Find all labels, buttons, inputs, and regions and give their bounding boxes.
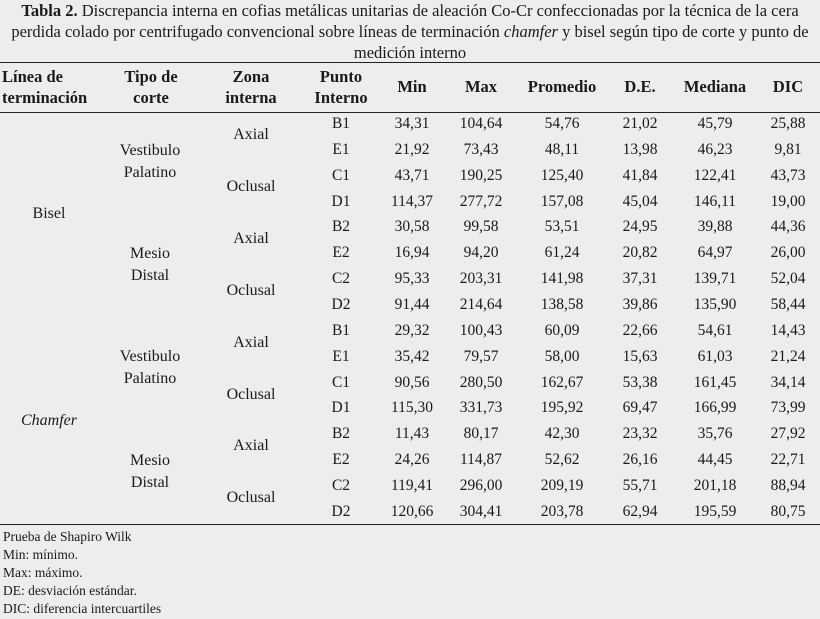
cell-mediana: 139,71 (693, 270, 737, 288)
cell-min: 95,33 (394, 270, 430, 288)
cell-min: 90,56 (394, 373, 430, 391)
header-punto: Punto Interno (314, 67, 368, 107)
cell-punto: B2 (331, 425, 351, 443)
cell-promedio: 125,40 (540, 166, 584, 184)
cell-punto: D2 (331, 502, 351, 520)
caption-label: Tabla 2. (21, 1, 78, 20)
cell-max: 214,64 (459, 296, 503, 313)
cell-de: 23,32 (622, 425, 658, 443)
cell-promedio: 141,98 (540, 270, 584, 288)
cell-dic: 19,00 (770, 192, 806, 210)
cell-promedio: 54,76 (544, 115, 580, 132)
cell-min: 35,42 (394, 347, 430, 365)
header-linea: Línea de terminación (2, 67, 88, 107)
cell-mediana: 39,88 (697, 218, 733, 236)
cell-mediana: 45,79 (697, 115, 733, 132)
table-notes (3, 528, 161, 618)
cell-promedio: 195,92 (540, 399, 584, 417)
cell-de: 24,95 (622, 218, 658, 236)
cell-dic: 26,00 (770, 244, 806, 262)
cell-max: 277,72 (459, 192, 503, 210)
zona-label: Axial (233, 230, 269, 247)
cell-max: 79,57 (463, 347, 499, 365)
header-de: D.E. (624, 77, 656, 96)
cell-mediana: 161,45 (693, 373, 737, 391)
cell-punto: B2 (331, 218, 351, 236)
header-max: Max (464, 77, 498, 96)
cell-de: 37,31 (622, 270, 658, 288)
cell-promedio: 58,00 (544, 347, 580, 365)
cell-punto: E2 (332, 451, 350, 469)
zona-label: Axial (233, 126, 269, 143)
cell-mediana: 195,59 (693, 502, 737, 520)
cell-max: 114,87 (459, 451, 503, 469)
cell-de: 53,38 (622, 373, 658, 391)
cell-promedio: 53,51 (544, 218, 580, 236)
cell-punto: D1 (331, 192, 351, 210)
cell-max: 304,41 (459, 502, 503, 520)
cell-min: 24,26 (394, 451, 430, 469)
cell-de: 15,63 (622, 347, 658, 365)
cell-de: 22,66 (622, 321, 658, 339)
cell-dic: 88,94 (770, 476, 806, 494)
note-line: Max: máximo. (3, 565, 83, 580)
cell-mediana: 146,11 (693, 192, 737, 210)
cell-dic: 44,36 (770, 218, 806, 236)
cell-de: 55,71 (622, 476, 658, 494)
cell-de: 20,82 (622, 244, 658, 262)
cell-punto: E2 (332, 244, 350, 262)
cell-max: 94,20 (463, 244, 499, 262)
cell-promedio: 138,58 (540, 296, 584, 313)
header-min: Min (397, 77, 427, 96)
header-rule (0, 112, 820, 113)
corte-label: Mesio Distal (130, 452, 170, 491)
cell-max: 331,73 (459, 399, 503, 417)
cell-min: 16,94 (394, 244, 430, 262)
cell-punto: C2 (331, 476, 351, 494)
cell-punto: E1 (332, 347, 350, 365)
cell-min: 115,30 (390, 399, 434, 417)
cell-punto: C1 (331, 166, 351, 184)
cell-promedio: 60,09 (544, 321, 580, 339)
cell-max: 99,58 (463, 218, 499, 236)
cell-dic: 52,04 (770, 270, 806, 288)
cell-min: 21,92 (394, 140, 430, 158)
cell-min: 34,31 (394, 115, 430, 132)
cell-promedio: 209,19 (540, 476, 584, 494)
cell-promedio: 48,11 (544, 140, 580, 158)
cell-punto: B1 (331, 115, 351, 132)
cell-min: 119,41 (390, 476, 434, 494)
header-dic: DIC (772, 77, 804, 96)
cell-promedio: 203,78 (540, 502, 584, 520)
cell-mediana: 46,23 (697, 140, 733, 158)
note-line: DIC: diferencia intercuartiles (3, 601, 162, 616)
cell-dic: 80,75 (770, 502, 806, 520)
zona-label: Oclusal (226, 489, 276, 506)
corte-label: Vestibulo Palatino (119, 348, 181, 387)
cell-dic: 27,92 (770, 425, 806, 443)
zona-label: Oclusal (226, 178, 276, 195)
zona-label: Axial (233, 437, 269, 454)
cell-max: 296,00 (459, 476, 503, 494)
cell-promedio: 61,24 (544, 244, 580, 262)
cell-mediana: 135,90 (693, 296, 737, 313)
cell-dic: 9,81 (774, 140, 802, 158)
cell-punto: D2 (331, 296, 351, 313)
cell-de: 39,86 (622, 296, 658, 313)
cell-mediana: 64,97 (697, 244, 733, 262)
zona-label: Axial (233, 334, 269, 351)
cell-max: 280,50 (459, 373, 503, 391)
cell-de: 21,02 (622, 115, 658, 132)
cell-punto: B1 (331, 321, 351, 339)
header-tipo: Tipo de corte (124, 67, 178, 107)
cell-punto: C2 (331, 270, 351, 288)
cell-dic: 22,71 (770, 451, 806, 469)
cell-min: 30,58 (394, 218, 430, 236)
header-zona: Zona interna (225, 67, 277, 107)
note-line: DE: desviación estándar. (3, 583, 137, 598)
cell-promedio: 52,62 (544, 451, 580, 469)
table-caption (4, 0, 816, 63)
header-promedio: Promedio (527, 77, 597, 96)
cell-dic: 14,43 (770, 321, 806, 339)
cell-dic: 73,99 (770, 399, 806, 417)
cell-min: 43,71 (394, 166, 430, 184)
cell-min: 114,37 (390, 192, 434, 210)
linea-label: Chamfer (21, 412, 77, 429)
cell-de: 41,84 (622, 166, 658, 184)
cell-promedio: 42,30 (544, 425, 580, 443)
cell-dic: 58,44 (770, 296, 806, 313)
cell-mediana: 54,61 (697, 321, 733, 339)
cell-max: 104,64 (459, 115, 503, 132)
cell-dic: 34,14 (770, 373, 806, 391)
zona-label: Oclusal (226, 386, 276, 403)
cell-punto: C1 (331, 373, 351, 391)
cell-min: 29,32 (394, 321, 430, 339)
cell-min: 120,66 (390, 502, 434, 520)
note-line: Prueba de Shapiro Wilk (3, 529, 132, 544)
corte-label: Vestibulo Palatino (119, 142, 181, 181)
cell-mediana: 61,03 (697, 347, 733, 365)
cell-dic: 21,24 (770, 347, 806, 365)
cell-max: 80,17 (463, 425, 499, 443)
cell-de: 13,98 (622, 140, 658, 158)
cell-punto: E1 (332, 140, 350, 158)
cell-dic: 43,73 (770, 166, 806, 184)
cell-min: 11,43 (394, 425, 430, 443)
cell-de: 69,47 (622, 399, 658, 417)
cell-mediana: 201,18 (693, 476, 737, 494)
header-mediana: Mediana (683, 77, 747, 96)
cell-mediana: 122,41 (693, 166, 737, 184)
bottom-rule (0, 524, 820, 525)
caption-text-end: y bisel según tipo de corte y punto de medición interno (353, 22, 809, 62)
caption-italic: chamfer (503, 22, 558, 41)
note-line: Min: mínimo. (3, 547, 79, 562)
corte-label: Mesio Distal (130, 245, 170, 284)
cell-dic: 25,88 (770, 115, 806, 132)
zona-label: Oclusal (226, 282, 276, 299)
cell-de: 45,04 (622, 192, 658, 210)
linea-label: Bisel (32, 205, 66, 222)
cell-max: 73,43 (463, 140, 499, 158)
cell-de: 26,16 (622, 451, 658, 469)
cell-punto: D1 (331, 399, 351, 417)
cell-mediana: 35,76 (697, 425, 733, 443)
cell-max: 203,31 (459, 270, 503, 288)
cell-de: 62,94 (622, 502, 658, 520)
cell-promedio: 162,67 (540, 373, 584, 391)
cell-promedio: 157,08 (540, 192, 584, 210)
cell-mediana: 166,99 (693, 399, 737, 417)
top-rule (0, 62, 820, 63)
cell-max: 100,43 (459, 321, 503, 339)
caption-text: Discrepancia interna en cofias metálicas unitarias de aleación Co-Cr confeccionadas por la técnica de la cera perdida colado por centrifugado convencional sobre líneas de terminación (11, 1, 799, 41)
cell-mediana: 44,45 (697, 451, 733, 469)
cell-min: 91,44 (394, 296, 430, 313)
cell-max: 190,25 (459, 166, 503, 184)
